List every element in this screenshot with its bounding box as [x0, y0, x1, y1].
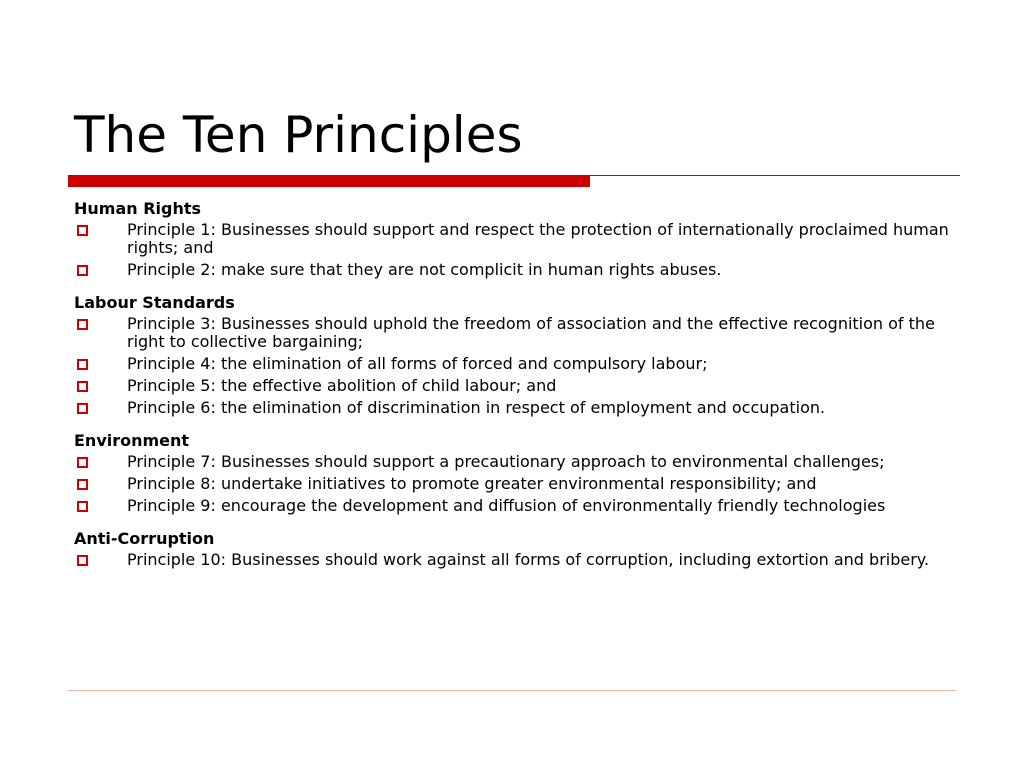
- footer-divider: [68, 690, 956, 691]
- section-environment: [74, 431, 964, 515]
- hollow-square-icon: [77, 319, 88, 330]
- hollow-square-icon: [77, 555, 88, 566]
- list-item-text: Principle 9: encourage the development and diffusion of environmentally friendly technologies: [127, 496, 886, 515]
- list-item: [74, 475, 964, 493]
- section-heading: Anti-Corruption: [74, 529, 215, 548]
- hollow-square-icon: [77, 457, 88, 468]
- slide-content: [74, 199, 964, 583]
- list-item: [74, 315, 964, 351]
- bullet-list: [74, 551, 964, 569]
- section-labour-standards: [74, 293, 964, 417]
- list-item-text: Principle 5: the effective abolition of child labour; and: [127, 376, 557, 395]
- section-heading: Environment: [74, 431, 190, 450]
- list-item-text: Principle 10: Businesses should work against all forms of corruption, including extortion and bribery.: [127, 550, 930, 569]
- hollow-square-icon: [77, 403, 88, 414]
- hollow-square-icon: [77, 381, 88, 392]
- title-underline-thin: [590, 175, 960, 176]
- hollow-square-icon: [77, 265, 88, 276]
- hollow-square-icon: [77, 479, 88, 490]
- section-human-rights: [74, 199, 964, 279]
- list-item: [74, 399, 964, 417]
- list-item-text: Principle 2: make sure that they are not complicit in human rights abuses.: [127, 260, 722, 279]
- hollow-square-icon: [77, 501, 88, 512]
- list-item-text: Principle 8: undertake initiatives to promote greater environmental responsibility; and: [127, 474, 817, 493]
- list-item-text: Principle 3: Businesses should uphold the freedom of association and the effective recognition of the right to collective bargaining;: [127, 314, 935, 351]
- list-item: [74, 355, 964, 373]
- list-item: [74, 453, 964, 471]
- list-item-text: Principle 6: the elimination of discrimination in respect of employment and occupation.: [127, 398, 826, 417]
- bullet-list: [74, 453, 964, 515]
- hollow-square-icon: [77, 225, 88, 236]
- list-item: [74, 261, 964, 279]
- list-item: [74, 221, 964, 257]
- list-item-text: Principle 1: Businesses should support and respect the protection of internationally proclaimed human rights; and: [127, 220, 949, 257]
- list-item-text: Principle 4: the elimination of all forms of forced and compulsory labour;: [127, 354, 708, 373]
- list-item: [74, 377, 964, 395]
- section-anti-corruption: [74, 529, 964, 569]
- hollow-square-icon: [77, 359, 88, 370]
- list-item: [74, 497, 964, 515]
- bullet-list: [74, 221, 964, 279]
- slide-title: The Ten Principles: [74, 106, 523, 164]
- section-heading: Labour Standards: [74, 293, 235, 312]
- title-underline-thick: [68, 175, 590, 187]
- list-item-text: Principle 7: Businesses should support a precautionary approach to environmental challenges;: [127, 452, 885, 471]
- list-item: [74, 551, 964, 569]
- bullet-list: [74, 315, 964, 417]
- section-heading: Human Rights: [74, 199, 202, 218]
